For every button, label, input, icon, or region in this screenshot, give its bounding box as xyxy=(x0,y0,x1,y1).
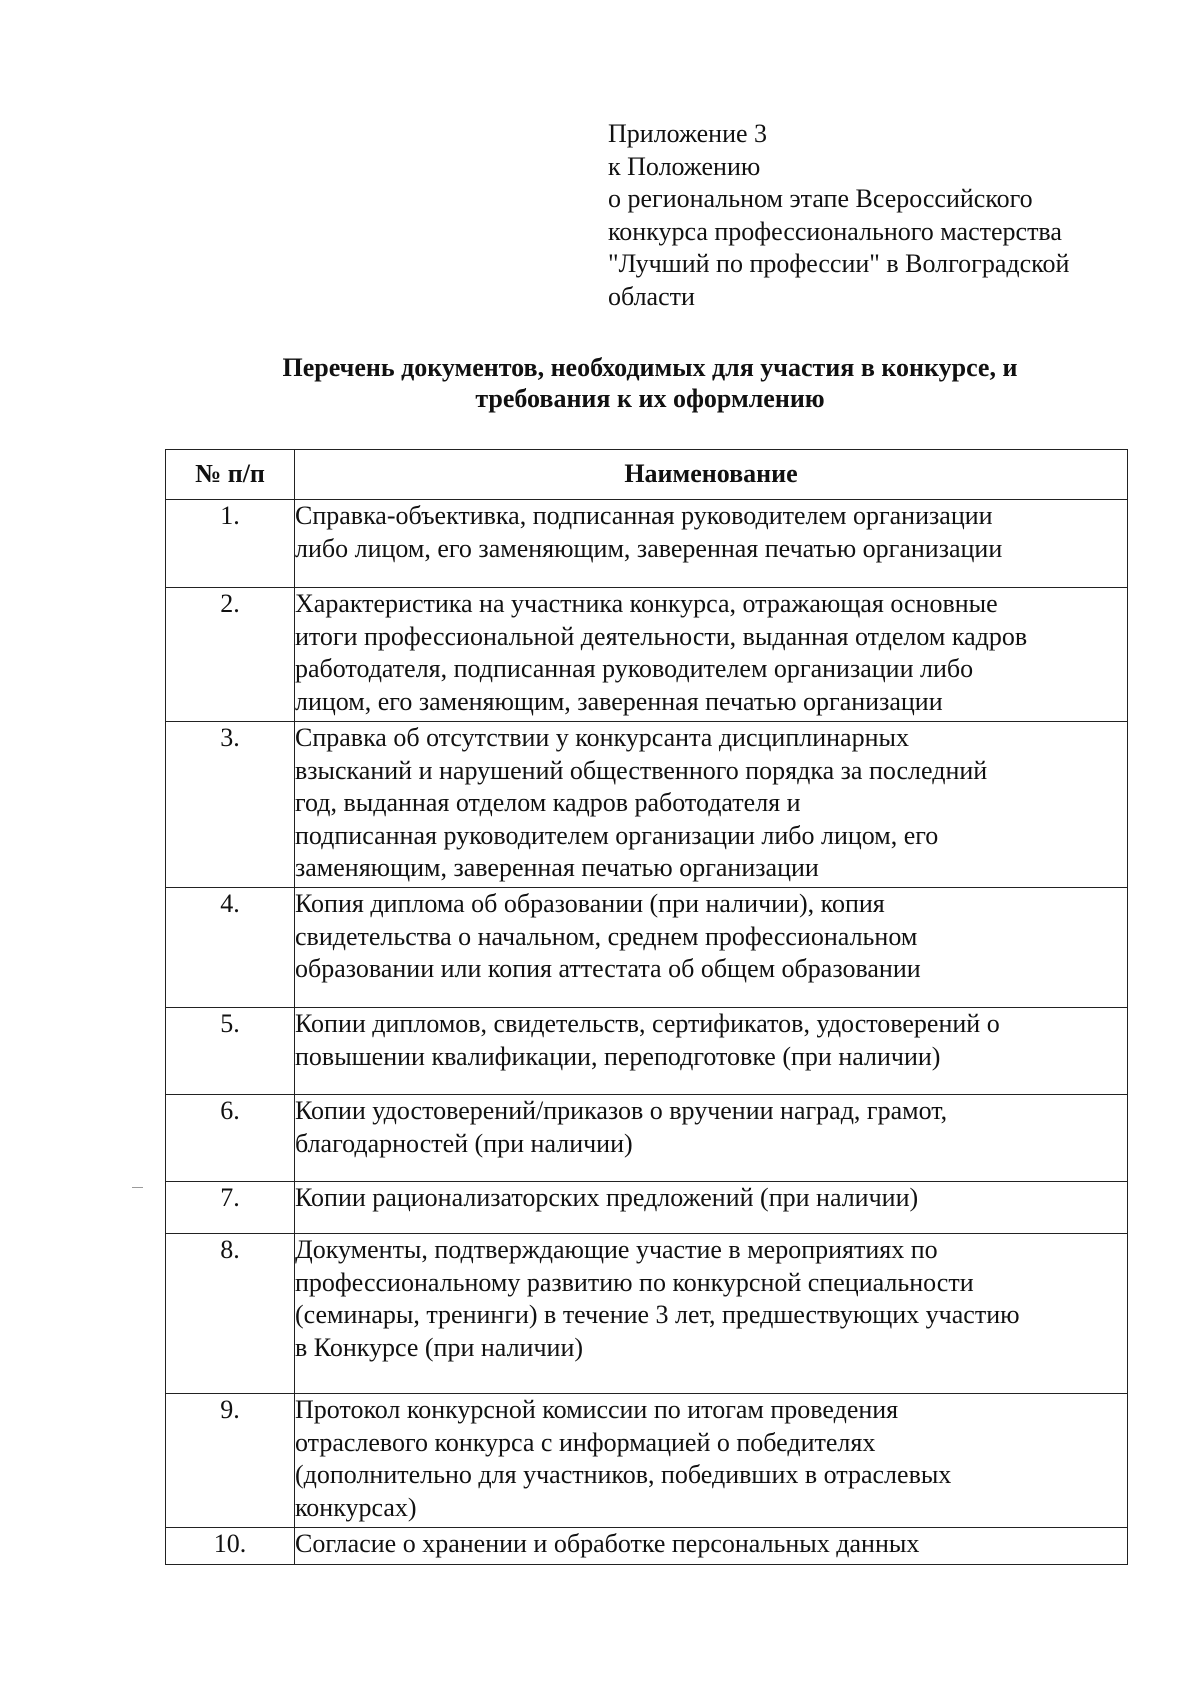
row-text-line: год, выданная отделом кадров работодателя и xyxy=(295,788,801,817)
row-number: 5. xyxy=(166,1008,295,1095)
annex-reference xyxy=(608,118,1128,313)
row-text-line: Копии удостоверений/приказов о вручении наград, грамот, xyxy=(295,1096,948,1125)
row-text-line: отраслевого конкурса с информацией о победителях xyxy=(295,1427,876,1457)
row-text-line: конкурсах) xyxy=(295,1492,417,1522)
header-name: Наименование xyxy=(295,450,1128,500)
annex-line: к Положению xyxy=(608,151,761,181)
row-text-line: свидетельства о начальном, среднем профессиональном xyxy=(295,921,918,951)
row-number: 1. xyxy=(166,500,295,588)
row-text-line: итоги профессиональной деятельности, выданная отделом кадров xyxy=(295,621,1028,651)
row-number: 6. xyxy=(166,1095,295,1182)
row-name xyxy=(295,588,1128,722)
row-number: 3. xyxy=(166,722,295,888)
table-row xyxy=(166,1182,1128,1234)
row-text-line: Протокол конкурсной комиссии по итогам проведения xyxy=(295,1395,899,1424)
annex-line: "Лучший по профессии" в Волгоградской xyxy=(608,249,1070,278)
row-name xyxy=(295,500,1128,588)
row-text-line: взысканий и нарушений общественного порядка за последний xyxy=(295,755,988,785)
row-name xyxy=(295,888,1128,1008)
row-text-line: повышении квалификации, переподготовке (при наличии) xyxy=(295,1041,941,1071)
row-text-line: подписанная руководителем организации либо лицом, его xyxy=(295,820,939,850)
title-line-1: Перечень документов, необходимых для участия в конкурсе, и xyxy=(282,353,1018,382)
documents-table xyxy=(165,449,1128,1565)
row-text-line: в Конкурсе (при наличии) xyxy=(295,1332,584,1362)
row-text-line: (семинары, тренинги) в течение 3 лет, предшествующих участию xyxy=(295,1300,1020,1329)
row-name xyxy=(295,1095,1128,1182)
document-title xyxy=(180,352,1120,414)
row-text-line: либо лицом, его заменяющим, заверенная печатью организации xyxy=(295,533,1003,563)
scan-mark xyxy=(132,1187,143,1188)
table-header-row xyxy=(166,450,1128,500)
row-number: 9. xyxy=(166,1394,295,1528)
row-text-line: Согласие о хранении и обработке персональных данных xyxy=(295,1529,920,1558)
table-row xyxy=(166,1095,1128,1182)
table-row xyxy=(166,1008,1128,1095)
row-text-line: Копии дипломов, свидетельств, сертификатов, удостоверений о xyxy=(295,1009,1000,1038)
row-number: 7. xyxy=(166,1182,295,1234)
table-row xyxy=(166,588,1128,722)
table-row xyxy=(166,500,1128,588)
table-row xyxy=(166,888,1128,1008)
row-text-line: заменяющим, заверенная печатью организации xyxy=(295,853,819,882)
row-text-line: Копии рационализаторских предложений (при наличии) xyxy=(295,1183,919,1212)
row-text-line: (дополнительно для участников, победивших в отраслевых xyxy=(295,1460,952,1489)
row-name xyxy=(295,1008,1128,1095)
row-text-line: Справка-объективка, подписанная руководителем организации xyxy=(295,501,993,530)
table-row xyxy=(166,1528,1128,1565)
row-text-line: Копия диплома об образовании (при наличии), копия xyxy=(295,889,885,918)
table-row xyxy=(166,1394,1128,1528)
annex-line: области xyxy=(608,281,695,311)
row-name xyxy=(295,1394,1128,1528)
row-text-line: работодателя, подписанная руководителем организации либо xyxy=(295,654,974,683)
row-text-line: лицом, его заменяющим, заверенная печатью организации xyxy=(295,686,943,716)
annex-line: Приложение 3 xyxy=(608,119,768,148)
row-text-line: благодарностей (при наличии) xyxy=(295,1128,633,1158)
row-text-line: Характеристика на участника конкурса, отражающая основные xyxy=(295,589,998,618)
title-line-2: требования к их оформлению xyxy=(475,384,825,413)
table-row xyxy=(166,1234,1128,1394)
annex-line: конкурса профессионального мастерства xyxy=(608,216,1062,246)
annex-line: о региональном этапе Всероссийского xyxy=(608,184,1033,213)
row-number: 2. xyxy=(166,588,295,722)
row-name xyxy=(295,1528,1128,1565)
row-text-line: Справка об отсутствии у конкурсанта дисциплинарных xyxy=(295,723,909,752)
row-name xyxy=(295,1182,1128,1234)
row-text-line: Документы, подтверждающие участие в мероприятиях по xyxy=(295,1235,938,1264)
row-number: 8. xyxy=(166,1234,295,1394)
row-text-line: образовании или копия аттестата об общем образовании xyxy=(295,954,921,983)
row-number: 4. xyxy=(166,888,295,1008)
row-name xyxy=(295,722,1128,888)
row-name xyxy=(295,1234,1128,1394)
row-number: 10. xyxy=(166,1528,295,1565)
header-number: № п/п xyxy=(166,450,295,500)
row-text-line: профессиональному развитию по конкурсной специальности xyxy=(295,1267,974,1297)
table-row xyxy=(166,722,1128,888)
